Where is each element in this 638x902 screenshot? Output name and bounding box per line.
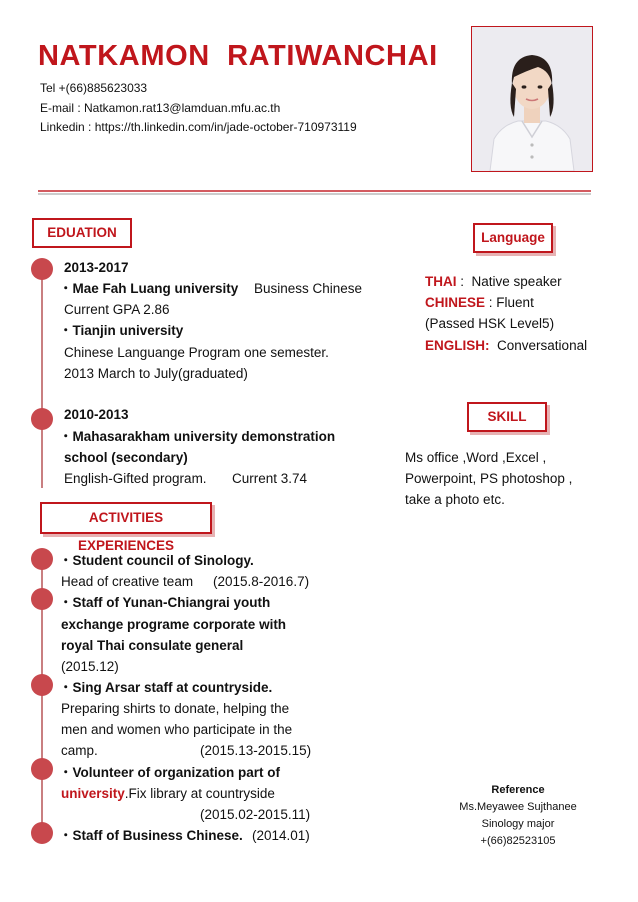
activity-3-desc-line2: men and women who participate in the: [61, 722, 293, 737]
activity-4-date: (2015.02-2015.11): [200, 807, 311, 822]
activity-3-desc-line1: Preparing shirts to donate, helping the: [61, 701, 290, 716]
reference-name: Ms.Meyawee Sujthanee: [459, 801, 577, 813]
language-chinese-sep: :: [485, 295, 493, 310]
edu-school-3-line1: ・Mahasarakham university demonstration: [59, 429, 336, 444]
activity-2-title-line1: ・Staff of Yunan-Chiangrai youth: [59, 595, 271, 610]
language-thai-name: THAI: [425, 274, 457, 289]
language-chinese-name: CHINESE: [425, 295, 486, 310]
edu-gpa-1: Current GPA 2.86: [64, 302, 170, 317]
language-chinese: [425, 292, 534, 313]
last-name: RATIWANCHAI: [227, 40, 438, 72]
activity-1-date: (2015.8-2016.7): [213, 574, 310, 589]
language-thai: [425, 271, 562, 292]
timeline-dot: [31, 408, 53, 430]
activity-4-title-line2: [61, 783, 275, 804]
edu-program-2: Chinese Languange Program one semester.: [64, 345, 329, 360]
timeline-dot: [31, 588, 53, 610]
edu-gpa-3: Current 3.74: [232, 471, 308, 486]
timeline-dot: [31, 822, 53, 844]
edu-program-3: English-Gifted program.: [64, 471, 207, 486]
timeline-dot: [31, 548, 53, 570]
activity-4-title-line1: ・Volunteer of organization part of: [59, 765, 280, 780]
first-name: NATKAMON: [38, 40, 210, 72]
header-divider: [38, 190, 591, 192]
timeline-dot: [31, 758, 53, 780]
portrait-image: [472, 27, 592, 171]
email-text: E-mail : Natkamon.rat13@lamduan.mfu.ac.th: [40, 101, 281, 115]
language-thai-level: Native speaker: [471, 274, 562, 289]
language-english-name: ENGLISH: [425, 338, 486, 353]
activity-3-title: ・Sing Arsar staff at countryside.: [59, 680, 273, 695]
language-english-level: Conversational: [497, 338, 588, 353]
activity-1-desc: Head of creative team: [61, 574, 194, 589]
activity-1-title: ・Student council of Sinology.: [59, 553, 254, 568]
language-english-sep: :: [485, 338, 490, 353]
timeline-dot: [31, 674, 53, 696]
activity-2-title-line3: royal Thai consulate general: [61, 638, 244, 653]
timeline-dot: [31, 258, 53, 280]
skill-line-2: Powerpoint, PS photoshop ,: [405, 471, 573, 486]
edu-period-2: 2010-2013: [64, 407, 129, 422]
edu-school-1: ・Mae Fah Luang university: [59, 281, 239, 296]
language-english: [425, 335, 587, 356]
reference-phone: +(66)82523105: [480, 835, 556, 847]
edu-major-1: Business Chinese: [254, 281, 363, 296]
activity-4-org: university: [61, 786, 125, 801]
education-timeline: [41, 268, 43, 488]
language-thai-sep: :: [456, 274, 465, 289]
skill-line-1: Ms office ,Word ,Excel ,: [405, 450, 547, 465]
language-hsk-note: (Passed HSK Level5): [425, 316, 555, 331]
skill-heading: SKILL: [467, 402, 547, 432]
activity-5-title: ・Staff of Business Chinese.: [59, 828, 243, 843]
activities-heading: ACTIVITIES EXPERIENCES: [40, 502, 212, 534]
activity-4-desc: .Fix library at countryside: [124, 786, 275, 801]
edu-school-2: ・Tianjin university: [59, 323, 184, 338]
candidate-name: [38, 40, 438, 73]
edu-dates-2: 2013 March to July(graduated): [64, 366, 248, 381]
profile-photo: [471, 26, 593, 172]
activity-2-title-line2: exchange programe corporate with: [61, 617, 287, 632]
activity-5-date: (2014.01): [252, 828, 310, 843]
activity-3-desc-line3: camp.: [61, 743, 98, 758]
reference-label: Reference: [491, 784, 545, 796]
activity-3-date: (2015.13-2015.15): [200, 743, 312, 758]
language-chinese-level: Fluent: [496, 295, 534, 310]
language-heading: Language: [473, 223, 553, 253]
edu-period-1: 2013-2017: [64, 260, 129, 275]
skill-line-3: take a photo etc.: [405, 492, 505, 507]
activity-2-date: (2015.12): [61, 659, 119, 674]
header-divider-shadow: [38, 193, 591, 195]
edu-school-3-line2: school (secondary): [64, 450, 188, 465]
reference-dept: Sinology major: [481, 818, 555, 830]
linkedin-text: Linkedin : https://th.linkedin.com/in/jade-october-710973119: [40, 120, 357, 134]
phone-text: Tel +(66)885623033: [40, 81, 148, 95]
education-heading: EDUATION: [32, 218, 132, 248]
